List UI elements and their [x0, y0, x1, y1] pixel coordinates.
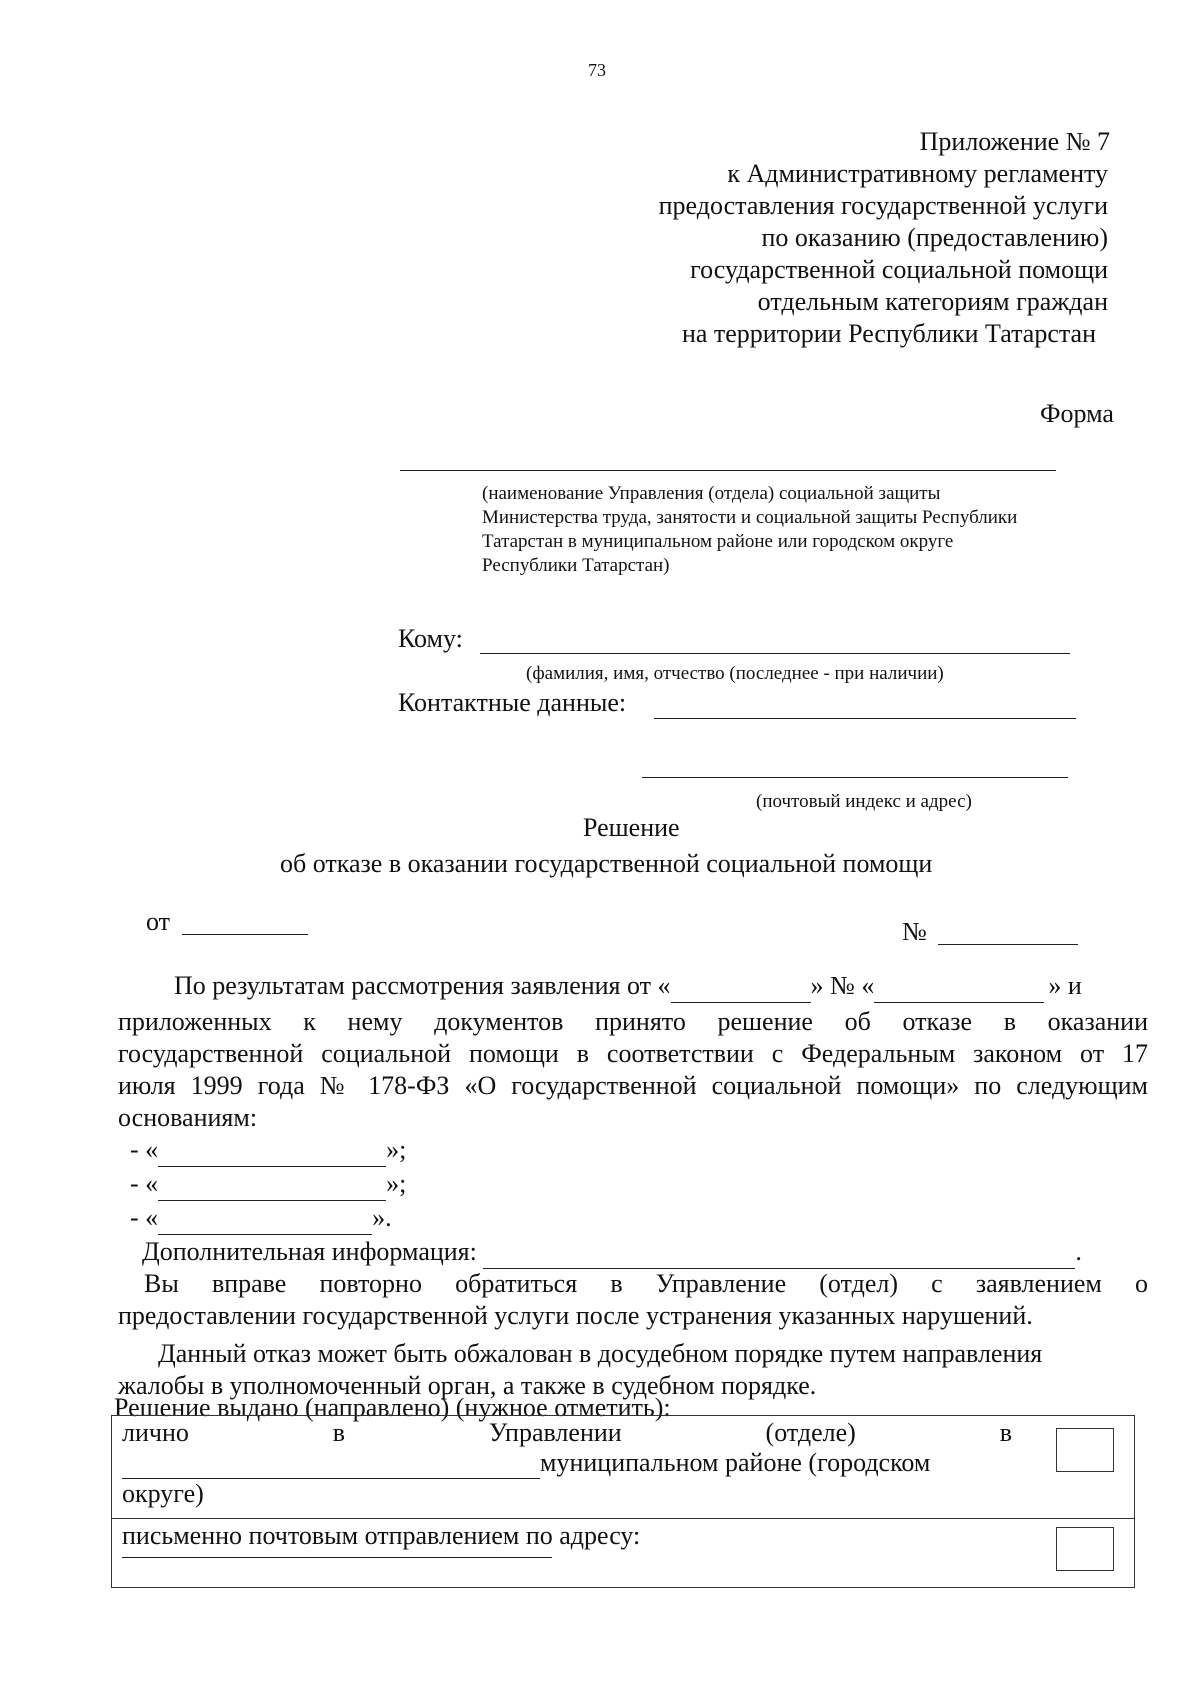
paragraph-line: основаниям: — [118, 1103, 258, 1132]
page-number: 73 — [588, 60, 606, 80]
application-ref-text: По результатам рассмотрения заявления от « — [174, 971, 671, 1000]
mail-checkbox[interactable] — [1056, 1527, 1114, 1571]
decision-title: Решение — [583, 813, 680, 842]
number-label: № — [902, 917, 927, 946]
to-label: Кому: — [398, 624, 463, 653]
option-text: лично в Управлении (отделе) в — [122, 1418, 1012, 1447]
delivery-option-in-person — [112, 1416, 1037, 1519]
application-number-field[interactable] — [874, 970, 1044, 1003]
org-name-line — [400, 470, 1056, 471]
delivery-option-row — [112, 1519, 1135, 1588]
department-name-field[interactable] — [122, 1448, 540, 1479]
repeat-application-paragraph — [118, 1268, 1148, 1332]
mail-address-field[interactable] — [122, 1557, 552, 1558]
application-ref-text: » и — [1048, 971, 1082, 1000]
header-line: к Административному регламенту — [727, 159, 1108, 188]
address-caption: (почтовый индекс и адрес) — [756, 791, 972, 812]
date-field-line[interactable] — [182, 934, 308, 935]
contact-field-line[interactable] — [654, 718, 1076, 719]
reason-field[interactable] — [158, 1202, 372, 1235]
reason-item: - « »; — [130, 1168, 406, 1202]
paragraph-line: жалобы в уполномоченный орган, а также в судебном порядке. — [118, 1371, 817, 1400]
reason-item: - « »; — [130, 1134, 406, 1168]
option-text: муниципальном районе (городском — [122, 1448, 1026, 1479]
to-field-line[interactable] — [480, 653, 1070, 654]
org-caption-line: Татарстан в муниципальном районе или городском округе — [482, 531, 954, 552]
date-label: от — [146, 907, 171, 936]
application-ref-text: » № « — [810, 971, 875, 1000]
paragraph-line: Вы вправе повторно обратиться в Управление (отдел) с заявлением о — [144, 1269, 1148, 1298]
checkbox-cell — [1036, 1519, 1135, 1588]
header-line: государственной социальной помощи — [690, 255, 1108, 284]
in-person-checkbox[interactable] — [1056, 1428, 1114, 1472]
additional-info-label: Дополнительная информация: — [142, 1237, 477, 1266]
number-field-line[interactable] — [938, 944, 1078, 945]
to-caption: (фамилия, имя, отчество (последнее - при наличии) — [526, 663, 944, 684]
decision-paragraph — [118, 1006, 1148, 1134]
header-line: отдельным категориям граждан — [757, 287, 1108, 316]
additional-info-field[interactable] — [483, 1236, 1075, 1269]
application-date-field[interactable] — [671, 970, 811, 1003]
org-caption-line: (наименование Управления (отдела) социальной защиты — [482, 483, 941, 504]
header-line: Приложение № 7 — [919, 127, 1110, 156]
contact-label: Контактные данные: — [398, 688, 627, 717]
reasons-list — [130, 1134, 406, 1236]
org-caption-line: Республики Татарстан) — [482, 555, 670, 576]
paragraph-line: июля 1999 года № 178-ФЗ «О государственной социальной помощи» по следующим — [118, 1071, 1148, 1100]
additional-info-row: Дополнительная информация: . — [142, 1236, 1082, 1269]
form-label: Форма — [1040, 399, 1114, 428]
reason-item: - « ». — [130, 1202, 406, 1236]
address-field-line[interactable] — [642, 777, 1068, 778]
reason-field[interactable] — [158, 1134, 386, 1167]
paragraph-line: государственной социальной помощи в соответствии с Федеральным законом от 17 — [118, 1039, 1148, 1068]
delivery-option-row — [112, 1416, 1135, 1519]
header-line: предоставления государственной услуги — [658, 191, 1108, 220]
delivery-option-mail — [112, 1519, 1037, 1588]
header-line: на территории Республики Татарстан — [681, 319, 1096, 348]
paragraph-line: приложенных к нему документов принято решение об отказе в оказании — [118, 1007, 1148, 1036]
reason-field[interactable] — [158, 1168, 386, 1201]
decision-subtitle: об отказе в оказании государственной социальной помощи — [280, 849, 933, 878]
paragraph-line: предоставлении государственной услуги после устранения указанных нарушений. — [118, 1301, 1033, 1330]
option-text: округе) — [122, 1479, 204, 1508]
org-caption-line: Министерства труда, занятости и социальной защиты Республики — [482, 507, 1018, 528]
application-ref-line — [174, 970, 1082, 1003]
appendix-header — [659, 126, 1108, 350]
issued-label: Решение выдано (направлено) (нужное отметить): — [114, 1393, 671, 1422]
header-line: по оказанию (предоставлению) — [761, 223, 1108, 252]
delivery-options-table — [111, 1415, 1135, 1588]
paragraph-line: Данный отказ может быть обжалован в досудебном порядке путем направления — [158, 1339, 1043, 1368]
org-caption — [482, 482, 1017, 578]
checkbox-cell — [1036, 1416, 1135, 1519]
option-text: письменно почтовым отправлением по адресу: — [122, 1521, 641, 1550]
